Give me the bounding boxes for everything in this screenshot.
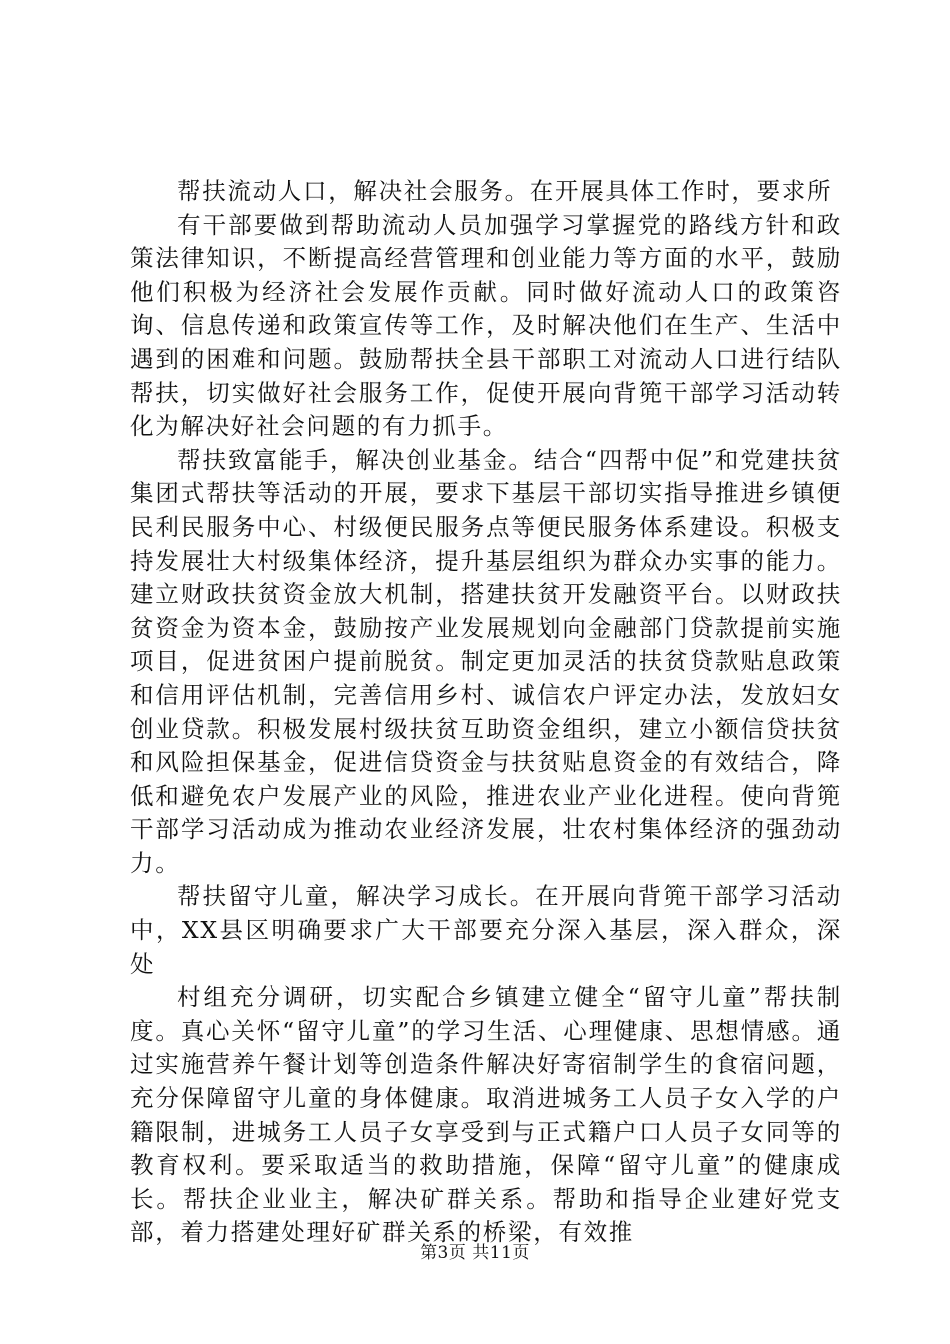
page-number-footer: 第3页 共11页	[420, 1243, 530, 1263]
paragraph-entrepreneurs: 帮扶致富能手，解决创业基金。结合“四帮中促”和党建扶贫集团式帮扶等活动的开展，要求下基层干部切实指导推进乡镇便民利民服务中心、村级便民服务点等便民服务体系建设。积极支持发展壮大村级集体经济，提升基层组织为群众办实事的能力。建立财政扶贫资金放大机制，搭建扶贫开发融资平台。以财政扶贫资金为资本金，鼓励按产业发展规划向金融部门贷款提前实施项目，促进贫困户提前脱贫。制定更加灵活的扶贫贷款贴息政策和信用评估机制，完善信用乡村、诚信农户评定办法，发放妇女创业贷款。积极发展村级扶贫互助资金组织，建立小额信贷扶贫和风险担保基金，促进信贷资金与扶贫贴息资金的有效结合，降低和避免农户发展产业的风险，推进农业产业化进程。使向背篼干部学习活动成为推动农业经济发展，壮农村集体经济的强劲动力。	[130, 445, 842, 877]
paragraph-migrant-population-cont: 有干部要做到帮助流动人员加强学习掌握党的路线方针和政策法律知识，不断提高经营管理和创业能力等方面的水平，鼓励他们积极为经济社会发展作贡献。同时做好流动人口的政策咨询、信息传递和政策宣传等工作，及时解决他们在生产、生活中遇到的困难和问题。鼓励帮扶全县干部职工对流动人口进行结队帮扶，切实做好社会服务工作，促使开展向背篼干部学习活动转化为解决好社会问题的有力抓手。	[130, 210, 842, 441]
document-body	[130, 175, 842, 1250]
paragraph-left-behind-children-cont: 村组充分调研，切实配合乡镇建立健全“留守儿童”帮扶制度。真心关怀“留守儿童”的学习生活、心理健康、思想情感。通过实施营养午餐计划等创造条件解决好寄宿制学生的食宿问题，充分保障留守儿童的身体健康。取消进城务工人员子女入学的户籍限制，进城务工人员子女享受到与正式籍户口人员子女同等的教育权利。要采取适当的救助措施，保障“留守儿童”的健康成长。帮扶企业业主，解决矿群关系。帮助和指导企业建好党支部，着力搭建处理好矿群关系的桥梁，有效推	[130, 983, 842, 1247]
paragraph-migrant-population: 帮扶流动人口，解决社会服务。在开展具体工作时，要求所	[177, 177, 833, 205]
paragraph-left-behind-children: 帮扶留守儿童，解决学习成长。在开展向背篼干部学习活动中，XX县区明确要求广大干部要充分深入基层，深入群众，深处	[130, 882, 842, 978]
